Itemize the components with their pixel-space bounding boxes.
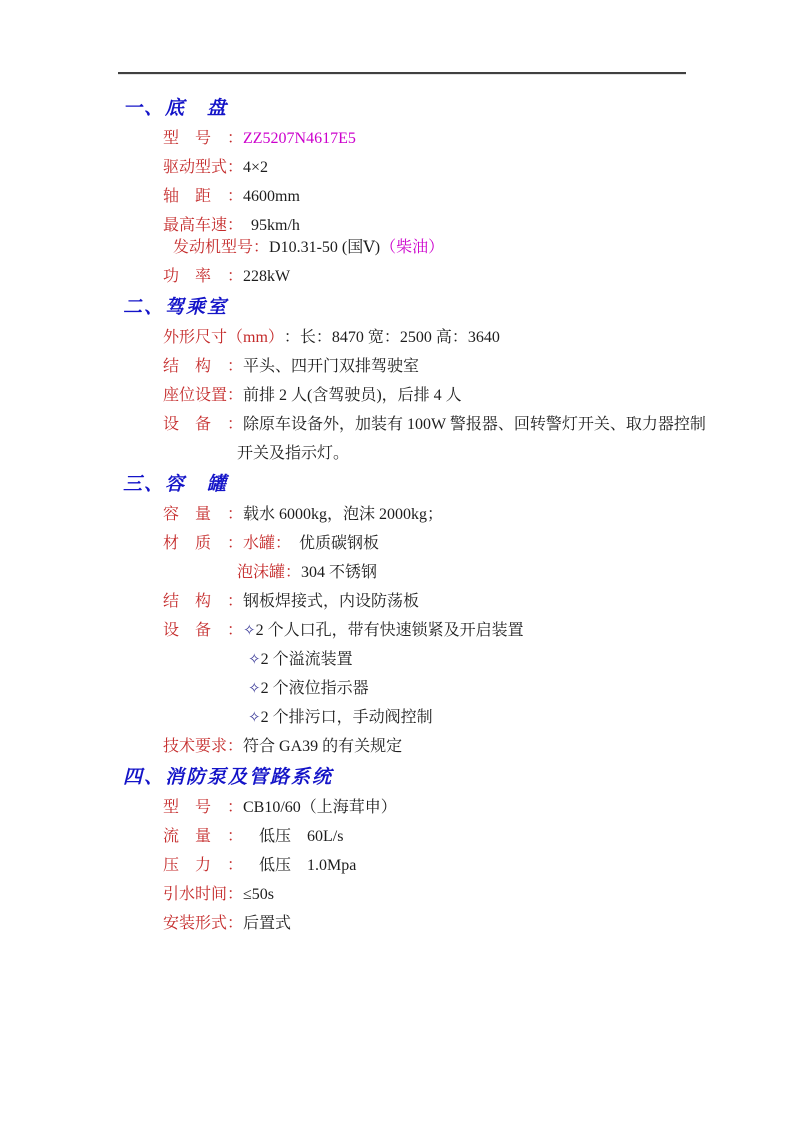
spec-row xyxy=(123,592,763,612)
spec-row xyxy=(123,328,763,348)
spec-row xyxy=(123,129,763,149)
field-value: 2 个排污口，手动阀控制 xyxy=(260,709,433,726)
field-label: 流量： xyxy=(163,828,243,845)
field-value: 载水 6000kg，泡沫 2000kg； xyxy=(243,506,444,523)
spec-row xyxy=(123,187,763,207)
spec-row xyxy=(123,885,763,905)
field-label: 结构： xyxy=(163,358,243,375)
field-value: 符合 GA39 的有关规定 xyxy=(243,738,403,755)
field-label: 设备： xyxy=(163,416,243,433)
field-label: 材质： xyxy=(163,535,243,552)
diamond-bullet-icon: ✧ xyxy=(243,623,256,639)
spec-row xyxy=(123,914,763,934)
spec-row xyxy=(123,679,763,699)
spec-row xyxy=(123,737,763,757)
field-value: 开关及指示灯。 xyxy=(237,445,350,462)
field-value-highlight: ZZ5207N4617E5 xyxy=(243,130,356,147)
spec-section-tank xyxy=(123,473,763,757)
field-value: ≤50s xyxy=(243,886,275,903)
spec-section-cab xyxy=(123,296,763,464)
field-value: CB10/60（上海茸申） xyxy=(243,799,397,816)
field-label: 最高车速： xyxy=(163,217,244,234)
header-rule xyxy=(118,72,686,75)
field-value: 95km/h xyxy=(243,217,300,234)
field-label: 压力： xyxy=(163,857,243,874)
spec-row xyxy=(123,505,763,525)
spec-section-pump xyxy=(123,766,763,934)
spec-row xyxy=(123,534,763,554)
field-value: ：长：8470 宽：2500 高：3640 xyxy=(283,329,500,346)
spec-section-chassis xyxy=(123,97,763,287)
spec-row xyxy=(123,827,763,847)
field-value: 除原车设备外，加装有 100W 警报器、回转警灯开关、取力器控制 xyxy=(243,416,706,433)
spec-row xyxy=(123,621,763,641)
field-value: 优质碳钢板 xyxy=(283,535,380,552)
section-heading: 四、消防泵及管路系统 xyxy=(123,767,334,788)
field-label: 结构： xyxy=(163,593,243,610)
field-value: 4×2 xyxy=(243,159,269,176)
spec-row xyxy=(123,650,763,670)
section-heading: 二、驾乘室 xyxy=(123,297,229,318)
diamond-bullet-icon: ✧ xyxy=(248,681,261,697)
spec-row xyxy=(123,267,763,287)
field-value: 前排 2 人(含驾驶员)，后排 4 人 xyxy=(243,387,462,404)
field-value: 钢板焊接式，内设防荡板 xyxy=(243,593,420,610)
field-value: 平头、四开门双排驾驶室 xyxy=(243,358,420,375)
spec-row xyxy=(123,563,763,583)
field-label: 发动机型号： xyxy=(173,239,270,256)
field-sublabel: 泡沫罐： xyxy=(237,564,302,581)
section-heading: 三、容 罐 xyxy=(123,474,229,495)
spec-row xyxy=(123,357,763,377)
field-label: 座位设置： xyxy=(163,387,244,404)
field-value: 2 个溢流装置 xyxy=(260,651,353,668)
diamond-bullet-icon: ✧ xyxy=(248,710,261,726)
field-value: 2 个人口孔，带有快速锁紧及开启装置 xyxy=(255,622,524,639)
field-value: 2 个液位指示器 xyxy=(260,680,369,697)
field-label: 轴距： xyxy=(163,188,243,205)
field-label: 型号： xyxy=(163,799,243,816)
section-heading: 一、底 盘 xyxy=(123,98,229,119)
document-content xyxy=(123,97,763,943)
field-label: 设备： xyxy=(163,622,243,639)
spec-row xyxy=(123,238,763,258)
field-label: 容量： xyxy=(163,506,243,523)
field-label: 功率： xyxy=(163,268,243,285)
spec-row xyxy=(123,216,763,236)
diamond-bullet-icon: ✧ xyxy=(248,652,261,668)
spec-row xyxy=(123,798,763,818)
field-label: 外形尺寸（mm） xyxy=(163,329,284,346)
spec-row xyxy=(123,415,763,435)
spec-row xyxy=(123,444,763,464)
field-sublabel: 水罐： xyxy=(243,535,284,552)
field-value: 低压 60L/s xyxy=(243,828,344,845)
field-value: 304 不锈钢 xyxy=(301,564,378,581)
field-label: 技术要求： xyxy=(163,738,244,755)
field-label: 型号： xyxy=(163,130,243,147)
field-value: 228kW xyxy=(243,268,291,285)
field-value: 4600mm xyxy=(243,188,300,205)
spec-row xyxy=(123,158,763,178)
spec-row xyxy=(123,386,763,406)
field-label: 驱动型式： xyxy=(163,159,244,176)
field-value: 后置式 xyxy=(243,915,292,932)
field-label: 安装形式： xyxy=(163,915,244,932)
field-value: 低压 1.0Mpa xyxy=(243,857,357,874)
field-value: D10.31-50 (国Ⅴ) xyxy=(269,239,381,256)
spec-row xyxy=(123,708,763,728)
field-value-highlight: （柴油） xyxy=(380,239,445,256)
field-label: 引水时间： xyxy=(163,886,244,903)
spec-row xyxy=(123,856,763,876)
